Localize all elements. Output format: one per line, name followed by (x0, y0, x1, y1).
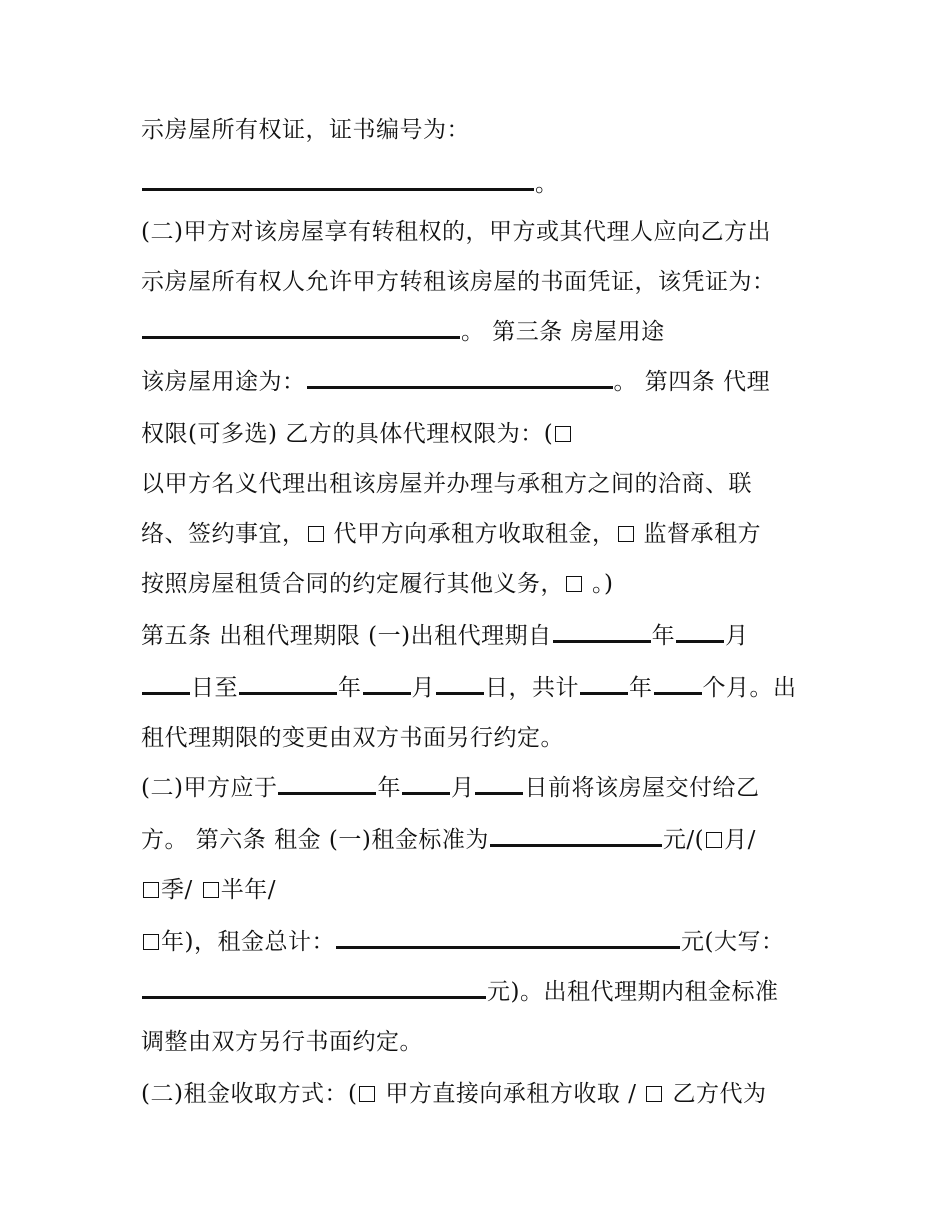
text-segment: 。 第四条 代理 (613, 369, 771, 395)
text-segment: 按照房屋租赁合同的约定履行其他义务， (141, 571, 564, 597)
fill-in-blank[interactable] (239, 674, 337, 695)
fill-in-blank[interactable] (402, 774, 450, 795)
text-segment: 络、签约事宜， (141, 521, 306, 547)
text-segment: 示房屋所有权人允许甲方转租该房屋的书面凭证，该凭证为： (141, 269, 776, 295)
text-line (141, 419, 573, 449)
text-segment: 。 第三条 房屋用途 (461, 319, 665, 345)
text-segment: 月 (411, 675, 435, 701)
text-segment: 监督承租方 (643, 521, 761, 547)
text-segment: 月 (725, 623, 749, 649)
text-line (141, 723, 564, 753)
fill-in-blank[interactable] (654, 674, 702, 695)
fill-in-blank[interactable] (553, 622, 651, 643)
text-segment: 年 (338, 675, 362, 701)
text-line (141, 519, 761, 549)
checkbox[interactable] (618, 526, 634, 542)
text-segment: 权限(可多选) 乙方的具体代理权限为：( (141, 421, 554, 447)
text-segment: 年 (377, 775, 401, 801)
text-line (141, 927, 784, 957)
text-line (141, 875, 276, 905)
text-line (141, 469, 752, 499)
text-segment: (二)租金收取方式：( (141, 1081, 358, 1107)
checkbox[interactable] (646, 1086, 662, 1102)
fill-in-blank[interactable] (436, 674, 484, 695)
text-segment: 年)，租金总计： (161, 929, 335, 955)
text-segment: 日至 (191, 675, 238, 701)
text-line (141, 825, 756, 855)
checkbox[interactable] (706, 832, 722, 848)
text-segment: 年 (651, 623, 676, 649)
text-segment: 乙方代为 (672, 1081, 767, 1107)
checkbox[interactable] (143, 882, 159, 898)
text-line (141, 367, 770, 397)
text-line (141, 267, 776, 297)
text-segment: 调整由双方另行书面约定。 (141, 1029, 423, 1055)
fill-in-blank[interactable] (307, 368, 613, 389)
text-segment: 年 (629, 675, 653, 701)
text-segment: 元(大写： (680, 929, 785, 955)
fill-in-blank[interactable] (278, 774, 376, 795)
text-segment: 个月。出 (702, 675, 797, 701)
checkbox[interactable] (203, 882, 219, 898)
text-line (141, 317, 665, 347)
text-segment: 代甲方向承租方收取租金， (333, 521, 616, 547)
fill-in-blank[interactable] (580, 674, 628, 695)
checkbox[interactable] (555, 426, 571, 442)
text-segment: (二)甲方对该房屋享有转租权的，甲方或其代理人应向乙方出 (141, 219, 771, 245)
fill-in-blank[interactable] (676, 622, 724, 643)
text-line (141, 773, 759, 803)
checkbox[interactable] (308, 526, 324, 542)
text-line (141, 621, 749, 651)
fill-in-blank[interactable] (142, 170, 534, 191)
text-line (141, 673, 797, 703)
text-segment: 。 (535, 171, 559, 197)
text-segment: 方。 第六条 租金 (一)租金标准为 (141, 827, 489, 853)
text-segment: 该房屋用途为： (141, 369, 306, 395)
text-segment: 月/ (724, 827, 756, 853)
fill-in-blank[interactable] (475, 774, 523, 795)
text-segment: 租代理期限的变更由双方书面另行约定。 (141, 725, 564, 751)
checkbox[interactable] (566, 576, 582, 592)
checkbox[interactable] (359, 1086, 375, 1102)
text-line (141, 1079, 766, 1109)
fill-in-blank[interactable] (142, 674, 190, 695)
fill-in-blank[interactable] (490, 826, 662, 847)
text-segment: 半年/ (220, 877, 276, 903)
checkbox[interactable] (143, 934, 159, 950)
text-segment: (二)甲方应于 (141, 775, 278, 801)
text-segment: 示房屋所有权证，证书编号为： (141, 117, 470, 143)
fill-in-blank[interactable] (142, 318, 460, 339)
text-line (141, 569, 613, 599)
text-segment: 元/( (662, 827, 705, 853)
text-line (141, 217, 771, 247)
text-segment: 。) (592, 571, 614, 597)
fill-in-blank[interactable] (336, 928, 680, 949)
text-line (141, 115, 470, 145)
fill-in-blank[interactable] (142, 978, 486, 999)
text-segment: 第五条 出租代理期限 (一)出租代理期自 (141, 623, 552, 649)
text-segment: 甲方直接向承租方收取 / (385, 1081, 637, 1107)
fill-in-blank[interactable] (363, 674, 411, 695)
text-segment: 月 (450, 775, 475, 801)
text-segment: 元)。出租代理期内租金标准 (487, 979, 779, 1005)
text-segment: 以甲方名义代理出租该房屋并办理与承租方之间的洽商、联 (141, 471, 752, 497)
text-line (141, 169, 559, 199)
text-segment: 日前将该房屋交付给乙 (524, 775, 760, 801)
text-segment: 日，共计 (485, 675, 579, 701)
text-line (141, 1027, 423, 1057)
text-line (141, 977, 778, 1007)
text-segment: 季/ (161, 877, 193, 903)
